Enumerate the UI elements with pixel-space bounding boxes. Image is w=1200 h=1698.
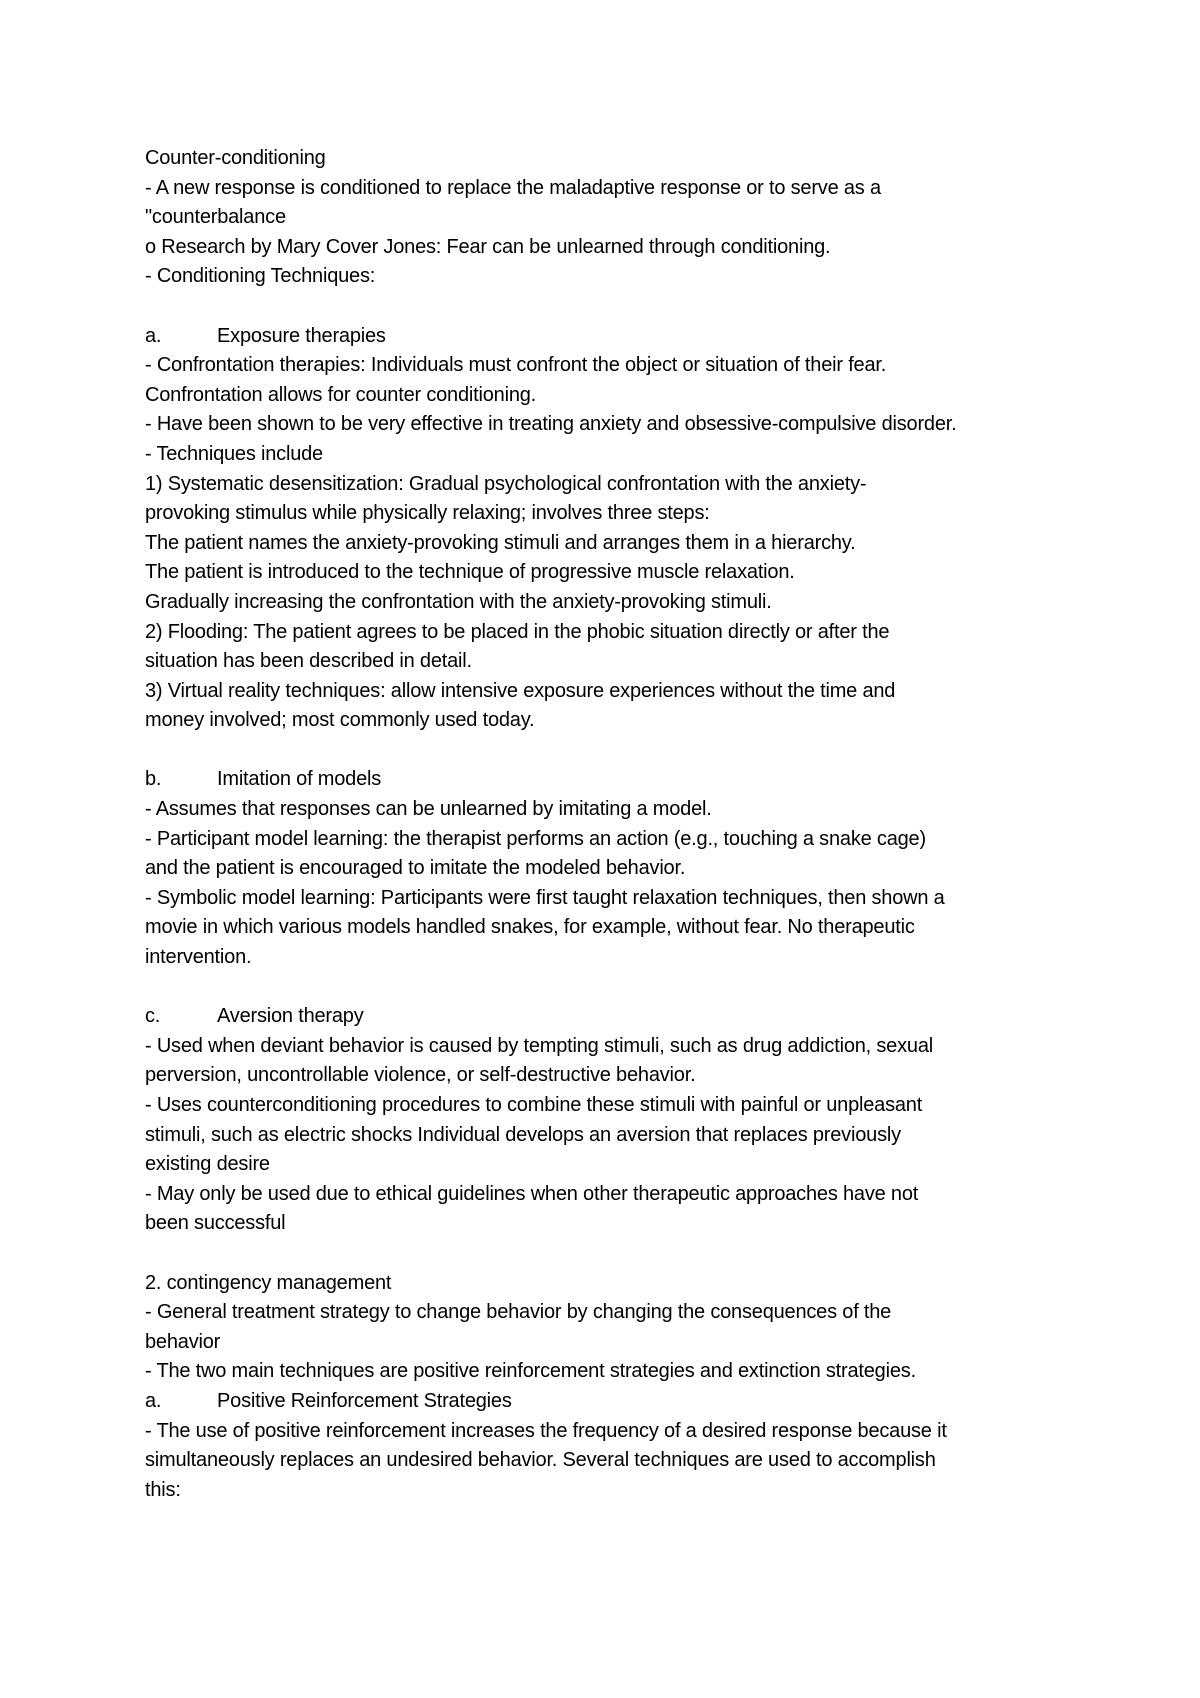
text-line: 1) Systematic desensitization: Gradual psychological confrontation with the anxiety-	[145, 472, 867, 495]
subsection-heading-c	[145, 1002, 1095, 1032]
text-line: The patient is introduced to the technique of progressive muscle relaxation.	[145, 561, 795, 584]
subsection-title: Aversion therapy	[217, 1005, 364, 1028]
paragraph-gap	[145, 1239, 1095, 1269]
text-line: stimuli, such as electric shocks Individual develops an aversion that replaces previously	[145, 1123, 901, 1146]
subsection-title: Exposure therapies	[217, 324, 386, 347]
text-line: and the patient is encouraged to imitate the modeled behavior.	[145, 857, 686, 880]
text-line: - Participant model learning: the therapist performs an action (e.g., touching a snake cage)	[145, 827, 926, 850]
text-line: - Techniques include	[145, 442, 323, 465]
text-line: existing desire	[145, 1153, 270, 1176]
text-line: behavior	[145, 1330, 221, 1353]
text-line: "counterbalance	[145, 206, 286, 229]
text-line: - Confrontation therapies: Individuals must confront the object or situation of their fear.	[145, 354, 887, 377]
text-line: - The use of positive reinforcement increases the frequency of a desired response because it	[145, 1419, 947, 1442]
section-title: Counter-conditioning	[145, 147, 326, 169]
text-line: - May only be used due to ethical guidelines when other therapeutic approaches have not	[145, 1182, 919, 1205]
text-line: - Assumes that responses can be unlearned by imitating a model.	[145, 798, 712, 821]
text-line: movie in which various models handled snakes, for example, without fear. No therapeutic	[145, 916, 915, 939]
subsection-heading-b	[145, 765, 1095, 795]
text-line: intervention.	[145, 946, 252, 969]
section-title: 2. contingency management	[145, 1271, 392, 1294]
text-line: this:	[145, 1478, 181, 1501]
text-line: provoking stimulus while physically relaxing; involves three steps:	[145, 502, 710, 525]
text-line: 2) Flooding: The patient agrees to be placed in the phobic situation directly or after the	[145, 620, 890, 643]
paragraph-gap	[145, 736, 1095, 766]
text-line: - Uses counterconditioning procedures to combine these stimuli with painful or unpleasant	[145, 1094, 923, 1116]
paragraph-gap	[145, 292, 1095, 322]
subsection-title: Imitation of models	[217, 768, 382, 791]
document-body	[145, 144, 1095, 1505]
text-line: been successful	[145, 1212, 286, 1235]
text-line: - Symbolic model learning: Participants were first taught relaxation techniques, then shown a	[145, 886, 945, 909]
text-line: money involved; most commonly used today.	[145, 709, 535, 732]
text-line: simultaneously replaces an undesired behavior. Several techniques are used to accomplish	[145, 1449, 936, 1472]
subsection-heading-a	[145, 322, 1095, 352]
text-line: - The two main techniques are positive reinforcement strategies and extinction strategies.	[145, 1360, 916, 1383]
text-line: - Have been shown to be very effective in treating anxiety and obsessive-compulsive disorder.	[145, 413, 957, 436]
text-line: - A new response is conditioned to replace the maladaptive response or to serve as a	[145, 176, 881, 199]
text-line: - Conditioning Techniques:	[145, 265, 376, 288]
subsection-title: Positive Reinforcement Strategies	[217, 1389, 512, 1412]
text-line: perversion, uncontrollable violence, or self-destructive behavior.	[145, 1064, 696, 1087]
text-line: o Research by Mary Cover Jones: Fear can be unlearned through conditioning.	[145, 235, 831, 258]
text-line: situation has been described in detail.	[145, 650, 472, 673]
text-line: 3) Virtual reality techniques: allow intensive exposure experiences without the time and	[145, 679, 896, 702]
list-marker: b.	[145, 768, 162, 791]
text-line: The patient names the anxiety-provoking stimuli and arranges them in a hierarchy.	[145, 531, 856, 554]
text-line: - General treatment strategy to change behavior by changing the consequences of the	[145, 1301, 892, 1324]
text-line: - Used when deviant behavior is caused by tempting stimuli, such as drug addiction, sexual	[145, 1034, 933, 1057]
paragraph-gap	[145, 973, 1095, 1003]
text-line: Confrontation allows for counter conditioning.	[145, 383, 537, 406]
list-marker: a.	[145, 1389, 162, 1412]
list-marker: a.	[145, 324, 162, 347]
list-marker: c.	[145, 1005, 161, 1028]
text-line: Gradually increasing the confrontation with the anxiety-provoking stimuli.	[145, 590, 772, 613]
subsection-heading-a2	[145, 1387, 1095, 1417]
